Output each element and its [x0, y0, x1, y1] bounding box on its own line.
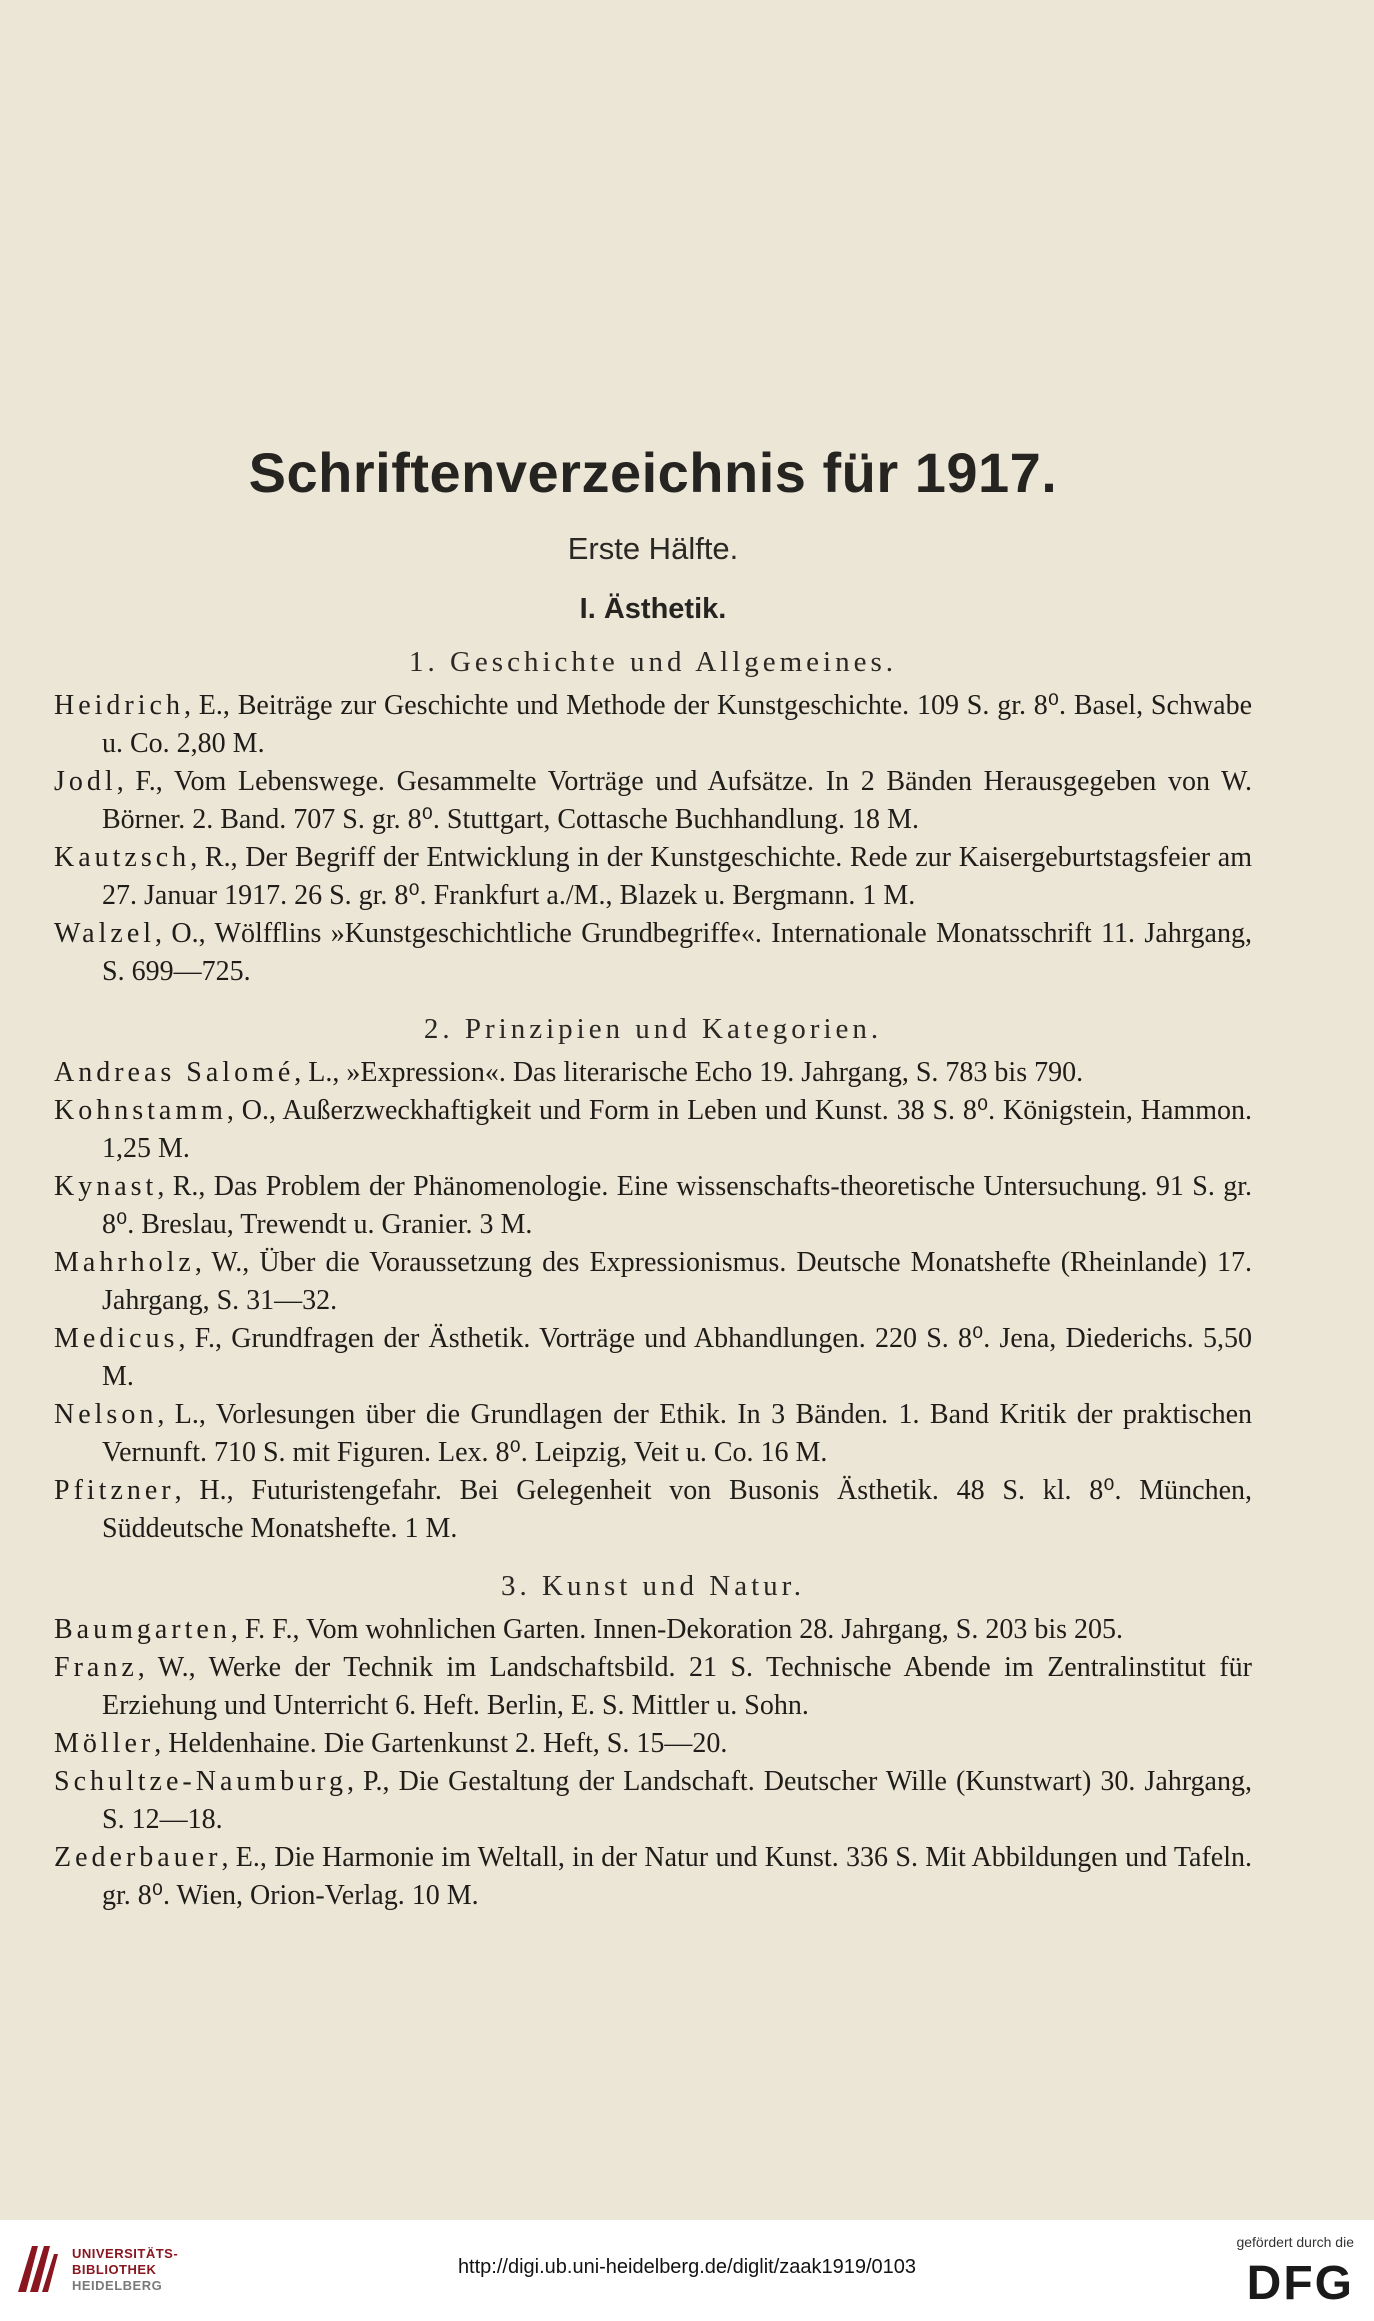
entry-text: , E., Beiträge zur Geschichte und Methode der Kunstgeschichte. 109 S. gr. 8⁰. Basel, Schwabe u. Co. 2,80 M. — [102, 690, 1252, 759]
bibliography-entry — [54, 1611, 1252, 1649]
entry-author: Mahrholz — [54, 1247, 195, 1278]
section-heading: 3. Kunst und Natur. — [501, 1570, 805, 1602]
document-title: Schriftenverzeichnis für 1917. — [248, 441, 1058, 504]
entry-author: Zederbauer — [54, 1842, 222, 1873]
entry-author: Franz — [54, 1652, 138, 1683]
entry-author: Pfitzner — [54, 1475, 175, 1506]
bibliography-entry — [54, 1725, 1252, 1763]
dfg-logo: DFG — [1246, 2257, 1354, 2310]
entry-author: Medicus — [54, 1323, 179, 1354]
entry-text: , W., Über die Voraussetzung des Expressionismus. Deutsche Monatshefte (Rheinlande) 17. Jahrgang, S. 31—32. — [102, 1247, 1252, 1316]
bibliography-sections — [54, 646, 1252, 1915]
entry-text: , L., Vorlesungen über die Grundlagen der Ethik. In 3 Bänden. 1. Band Kritik der praktischen Vernunft. 710 S. mit Figuren. Lex. 8⁰. Leipzig, Veit u. Co. 16 M. — [102, 1399, 1252, 1468]
entry-text: , W., Werke der Technik im Landschaftsbild. 21 S. Technische Abende im Zentralinstitut für Erziehung und Unterricht 6. Heft. Berlin, E. S. Mittler u. Sohn. — [102, 1652, 1252, 1721]
entry-author: Schultze-Naumburg — [54, 1766, 347, 1797]
entry-text: , E., Die Harmonie im Weltall, in der Natur und Kunst. 336 S. Mit Abbildungen und Tafeln. gr. 8⁰. Wien, Orion-Verlag. 10 M. — [102, 1842, 1252, 1911]
funded-by-label: gefördert durch die — [1236, 2234, 1354, 2250]
document-body — [54, 440, 1252, 1915]
entry-author: Kohnstamm — [54, 1095, 227, 1126]
entry-author: Heidrich — [54, 690, 184, 721]
entry-author: Nelson — [54, 1399, 158, 1430]
part-heading: I. Ästhetik. — [579, 593, 727, 625]
library-name-line-1: UNIVERSITÄTS- — [72, 2246, 179, 2261]
library-name-line-2: BIBLIOTHEK — [72, 2262, 157, 2277]
entry-text: , P., Die Gestaltung der Landschaft. Deutscher Wille (Kunstwart) 30. Jahrgang, S. 12—18. — [102, 1766, 1252, 1835]
bibliography-entry — [54, 1472, 1252, 1548]
bibliography-entry — [54, 1168, 1252, 1244]
library-name-line-3: HEIDELBERG — [72, 2278, 163, 2293]
entry-text: , O., Wölfflins »Kunstgeschichtliche Grundbegriffe«. Internationale Monatsschrift 11. Jahrgang, S. 699—725. — [102, 918, 1252, 987]
entry-author: Möller — [54, 1728, 155, 1759]
entry-author: Jodl — [54, 766, 117, 797]
bibliography-entry — [54, 1054, 1252, 1092]
entry-author: Andreas Salomé — [54, 1057, 295, 1088]
source-url[interactable]: http://digi.ub.uni-heidelberg.de/diglit/zaak1919/0103 — [457, 2256, 917, 2278]
bibliography-entry — [54, 839, 1252, 915]
document-subtitle: Erste Hälfte. — [567, 531, 739, 566]
entry-text: , R., Das Problem der Phänomenologie. Eine wissenschafts-theoretische Untersuchung. 91 S. gr. 8⁰. Breslau, Trewendt u. Granier. 3 M. — [102, 1171, 1252, 1240]
footer-bar — [0, 2220, 1374, 2321]
bibliography-entry — [54, 763, 1252, 839]
bibliography-entry — [54, 1763, 1252, 1839]
section-heading: 1. Geschichte und Allgemeines. — [408, 646, 898, 678]
entry-text: , Heldenhaine. Die Gartenkunst 2. Heft, S. 15—20. — [154, 1728, 728, 1759]
entry-author: Walzel — [54, 918, 156, 949]
bibliography-entry — [54, 1839, 1252, 1915]
entry-text: , F. F., Vom wohnlichen Garten. Innen-Dekoration 28. Jahrgang, S. 203 bis 205. — [230, 1614, 1124, 1645]
entry-text: , O., Außerzweckhaftigkeit und Form in Leben und Kunst. 38 S. 8⁰. Königstein, Hammon. 1,25 M. — [102, 1095, 1252, 1164]
bibliography-entry — [54, 1320, 1252, 1396]
entry-author: Kautzsch — [54, 842, 191, 873]
bibliography-entry — [54, 1649, 1252, 1725]
entry-text: , R., Der Begriff der Entwicklung in der Kunstgeschichte. Rede zur Kaisergeburtstagsfeier am 27. Januar 1917. 26 S. gr. 8⁰. Frankfurt a./M., Blazek u. Bergmann. 1 M. — [102, 842, 1252, 911]
bibliography-entry — [54, 1396, 1252, 1472]
entry-author: Kynast — [54, 1171, 158, 1202]
entry-text: , L., »Expression«. Das literarische Echo 19. Jahrgang, S. 783 bis 790. — [294, 1057, 1084, 1088]
bibliography-entry — [54, 1092, 1252, 1168]
bibliography-entry — [54, 1244, 1252, 1320]
section-heading: 2. Prinzipien und Kategorien. — [423, 1013, 883, 1045]
entry-text: , H., Futuristengefahr. Bei Gelegenheit von Busonis Ästhetik. 48 S. kl. 8⁰. München, Süddeutsche Monatshefte. 1 M. — [102, 1475, 1252, 1544]
entry-text: , F., Vom Lebenswege. Gesammelte Vorträge und Aufsätze. In 2 Bänden Herausgegeben von W. Börner. 2. Band. 707 S. gr. 8⁰. Stuttgart, Cottasche Buchhandlung. 18 M. — [102, 766, 1252, 835]
bibliography-entry — [54, 687, 1252, 763]
entry-text: , F., Grundfragen der Ästhetik. Vorträge und Abhandlungen. 220 S. 8⁰. Jena, Diederichs. 5,50 M. — [102, 1323, 1252, 1392]
entry-author: Baumgarten — [54, 1614, 231, 1645]
bibliography-entry — [54, 915, 1252, 991]
